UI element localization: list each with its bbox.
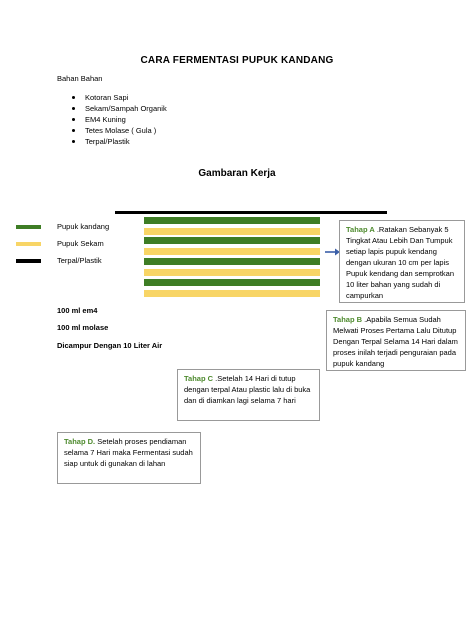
layer-pupuk-kandang	[144, 237, 320, 244]
note-em4: 100 ml em4	[57, 306, 98, 315]
list-item: Tetes Molase ( Gula )	[57, 125, 167, 136]
list-item: Sekam/Sampah Organik	[57, 103, 167, 114]
step-text: .Setelah 14 Hari di tutup dengan terpal Atau plastic lalu di buka dan di diamkan lagi selama 7 hari	[184, 374, 311, 405]
step-label: Tahap B	[333, 315, 363, 324]
list-item: Terpal/Plastik	[57, 136, 167, 147]
step-box-c	[177, 369, 320, 421]
layer-pupuk-sekam	[144, 228, 320, 235]
list-item: Kotoran Sapi	[57, 92, 167, 103]
note-molase: 100 ml molase	[57, 323, 109, 332]
list-item: EM4 Kuning	[57, 114, 167, 125]
terpal-line	[115, 211, 387, 214]
layer-pupuk-kandang	[144, 258, 320, 265]
layer-pupuk-sekam	[144, 248, 320, 255]
legend-label: Terpal/Plastik	[57, 256, 102, 265]
step-text: Setelah proses pendiaman selama 7 Hari maka Fermentasi sudah siap untuk di gunakan di lahan	[64, 437, 193, 468]
legend-label: Pupuk Sekam	[57, 239, 104, 248]
step-box-d	[57, 432, 201, 484]
step-label: Tahap C	[184, 374, 214, 383]
section-title: Gambaran Kerja	[198, 168, 276, 179]
note-campur: Dicampur Dengan 10 Liter Air	[57, 341, 163, 350]
arrow-right-icon	[325, 248, 340, 256]
step-box-a	[339, 220, 465, 303]
bahan-list	[57, 92, 167, 147]
legend-swatch-pupuk-sekam	[16, 242, 41, 246]
bahan-heading: Bahan Bahan	[57, 74, 103, 83]
step-label: Tahap A	[346, 225, 375, 234]
legend-swatch-pupuk-kandang	[16, 225, 41, 229]
page-title: CARA FERMENTASI PUPUK KANDANG	[140, 55, 334, 66]
step-text: .Ratakan Sebanyak 5 Tingkat Atau Lebih Dan Tumpuk setiap lapis pupuk kendang dengan ukuran 10 cm per lapis Pupuk kendang dan semprotkan 10 liter bahan yang sudah di campurkan	[346, 225, 454, 300]
layer-pupuk-sekam	[144, 290, 320, 297]
layer-pupuk-kandang	[144, 217, 320, 224]
legend-swatch-terpal	[16, 259, 41, 263]
step-box-b	[326, 310, 466, 371]
step-text: .Apabila Semua Sudah Melwati Proses Pertama Lalu Ditutup Dengan Terpal Selama 14 Hari dalam proses inilah terjadi penguraian pada pupuk kandang	[333, 315, 458, 368]
layer-pupuk-kandang	[144, 279, 320, 286]
step-label: Tahap D.	[64, 437, 96, 446]
legend-label: Pupuk kandang	[57, 222, 110, 231]
layer-pupuk-sekam	[144, 269, 320, 276]
